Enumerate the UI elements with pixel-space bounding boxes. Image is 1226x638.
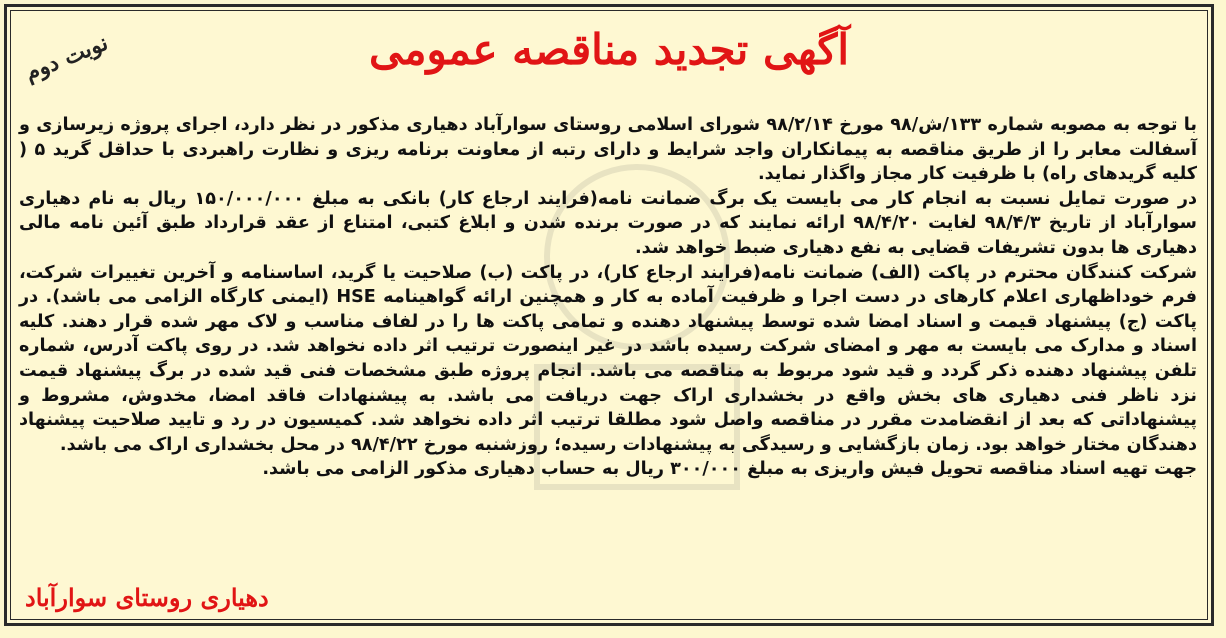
issuer-signature: دهیاری روستای سوارآباد <box>25 583 269 612</box>
paragraph-guarantee: در صورت تمایل نسبت به انجام کار می بایست یک برگ ضمانت نامه(فرایند ارجاع کار) بانکی به مبلغ ۱۵۰/۰۰۰/۰۰۰ ریال به نام دهیاری سوارآباد از تاریخ ۹۸/۴/۳ لغایت ۹۸/۴/۲۰ ارائه نمایند که در صورت برنده شدن و ابلاغ کتبی، امتناع از عقد قرارداد طبق آئین نامه مالی دهیاری ها بدون تشریفات قضایی به نفع دهیاری ضبط خواهد شد. <box>19 188 1197 258</box>
notice-title: آگهی تجدید مناقصه عمومی <box>368 25 849 74</box>
paragraph-envelopes: شرکت کنندگان محترم در پاکت (الف) ضمانت نامه(فرایند ارجاع کار)، در پاکت (ب) صلاحیت یا گرید، اساسنامه و آخرین تغییرات شرکت، فرم خوداظهاری اعلام کارهای در دست اجرا و ظرفیت آماده به کار و همچنین ارائه گواهینامه HSE (ایمنی کارگاه الزامی می باشد). در پاکت (ج) پیشنهاد قیمت و اسناد امضا شده توسط پیشنهاد دهنده و تمامی پاکت ها را در لفاف مناسب و لاک مهر شده قرار دهند. کلیه اسناد و مدارک می بایست به مهر و امضای شرکت رسیده باشد در غیر اینصورت ترتیب اثر داده نخواهد شد. در روی پاکت آدرس، شماره تلفن پیشنهاد دهنده ذکر گردد و قید شود مربوط به مناقصه می باشد. انجام پروژه طبق مشخصات فنی قید شده در برگ پیشنهاد قیمت نزد ناظر فنی دهیاری های بخش واقع در بخشداری اراک جهت دریافت می باشد. به پیشنهادات فاقد امضا، مخدوش، مشروط و پیشنهاداتی که بعد از انقضامدت مقرر در مناقصه واصل شود مطلقا ترتیب اثر داده نخواهد شد. کمیسیون در رد و تایید صلاحیت پیشنهاد دهندگان مختار خواهد بود. زمان بازگشایی و رسیدگی به پیشنهادات رسیده؛ روزشنبه مورخ ۹۸/۴/۲۲ در محل بخشداری اراک می باشد. <box>19 262 1198 455</box>
paragraph-project-scope: با توجه به مصوبه شماره ۱۳۳/ش/۹۸ مورخ ۹۸/۲/۱۴ شورای اسلامی روستای سوارآباد دهیاری مذکور در نظر دارد، اجرای پروژه زیرسازی و آسفالت معابر را از طریق مناقصه به پیمانکاران واجد شرایط و دارای رتبه از معاونت برنامه ریزی و نظارت راهبردی با حداقل گرید ۵ ( کلیه گریدهای راه) با ظرفیت کار مجاز واگذار نماید. <box>19 115 1197 185</box>
paragraph-document-fee: جهت تهیه اسناد مناقصه تحویل فیش واریزی به مبلغ ۳۰۰/۰۰۰ ریال به حساب دهیاری مذکور الزامی می باشد. <box>262 459 1197 480</box>
notice-body <box>19 113 1197 482</box>
notice-frame <box>4 4 1214 626</box>
round-label: نوبت دوم <box>21 29 112 87</box>
